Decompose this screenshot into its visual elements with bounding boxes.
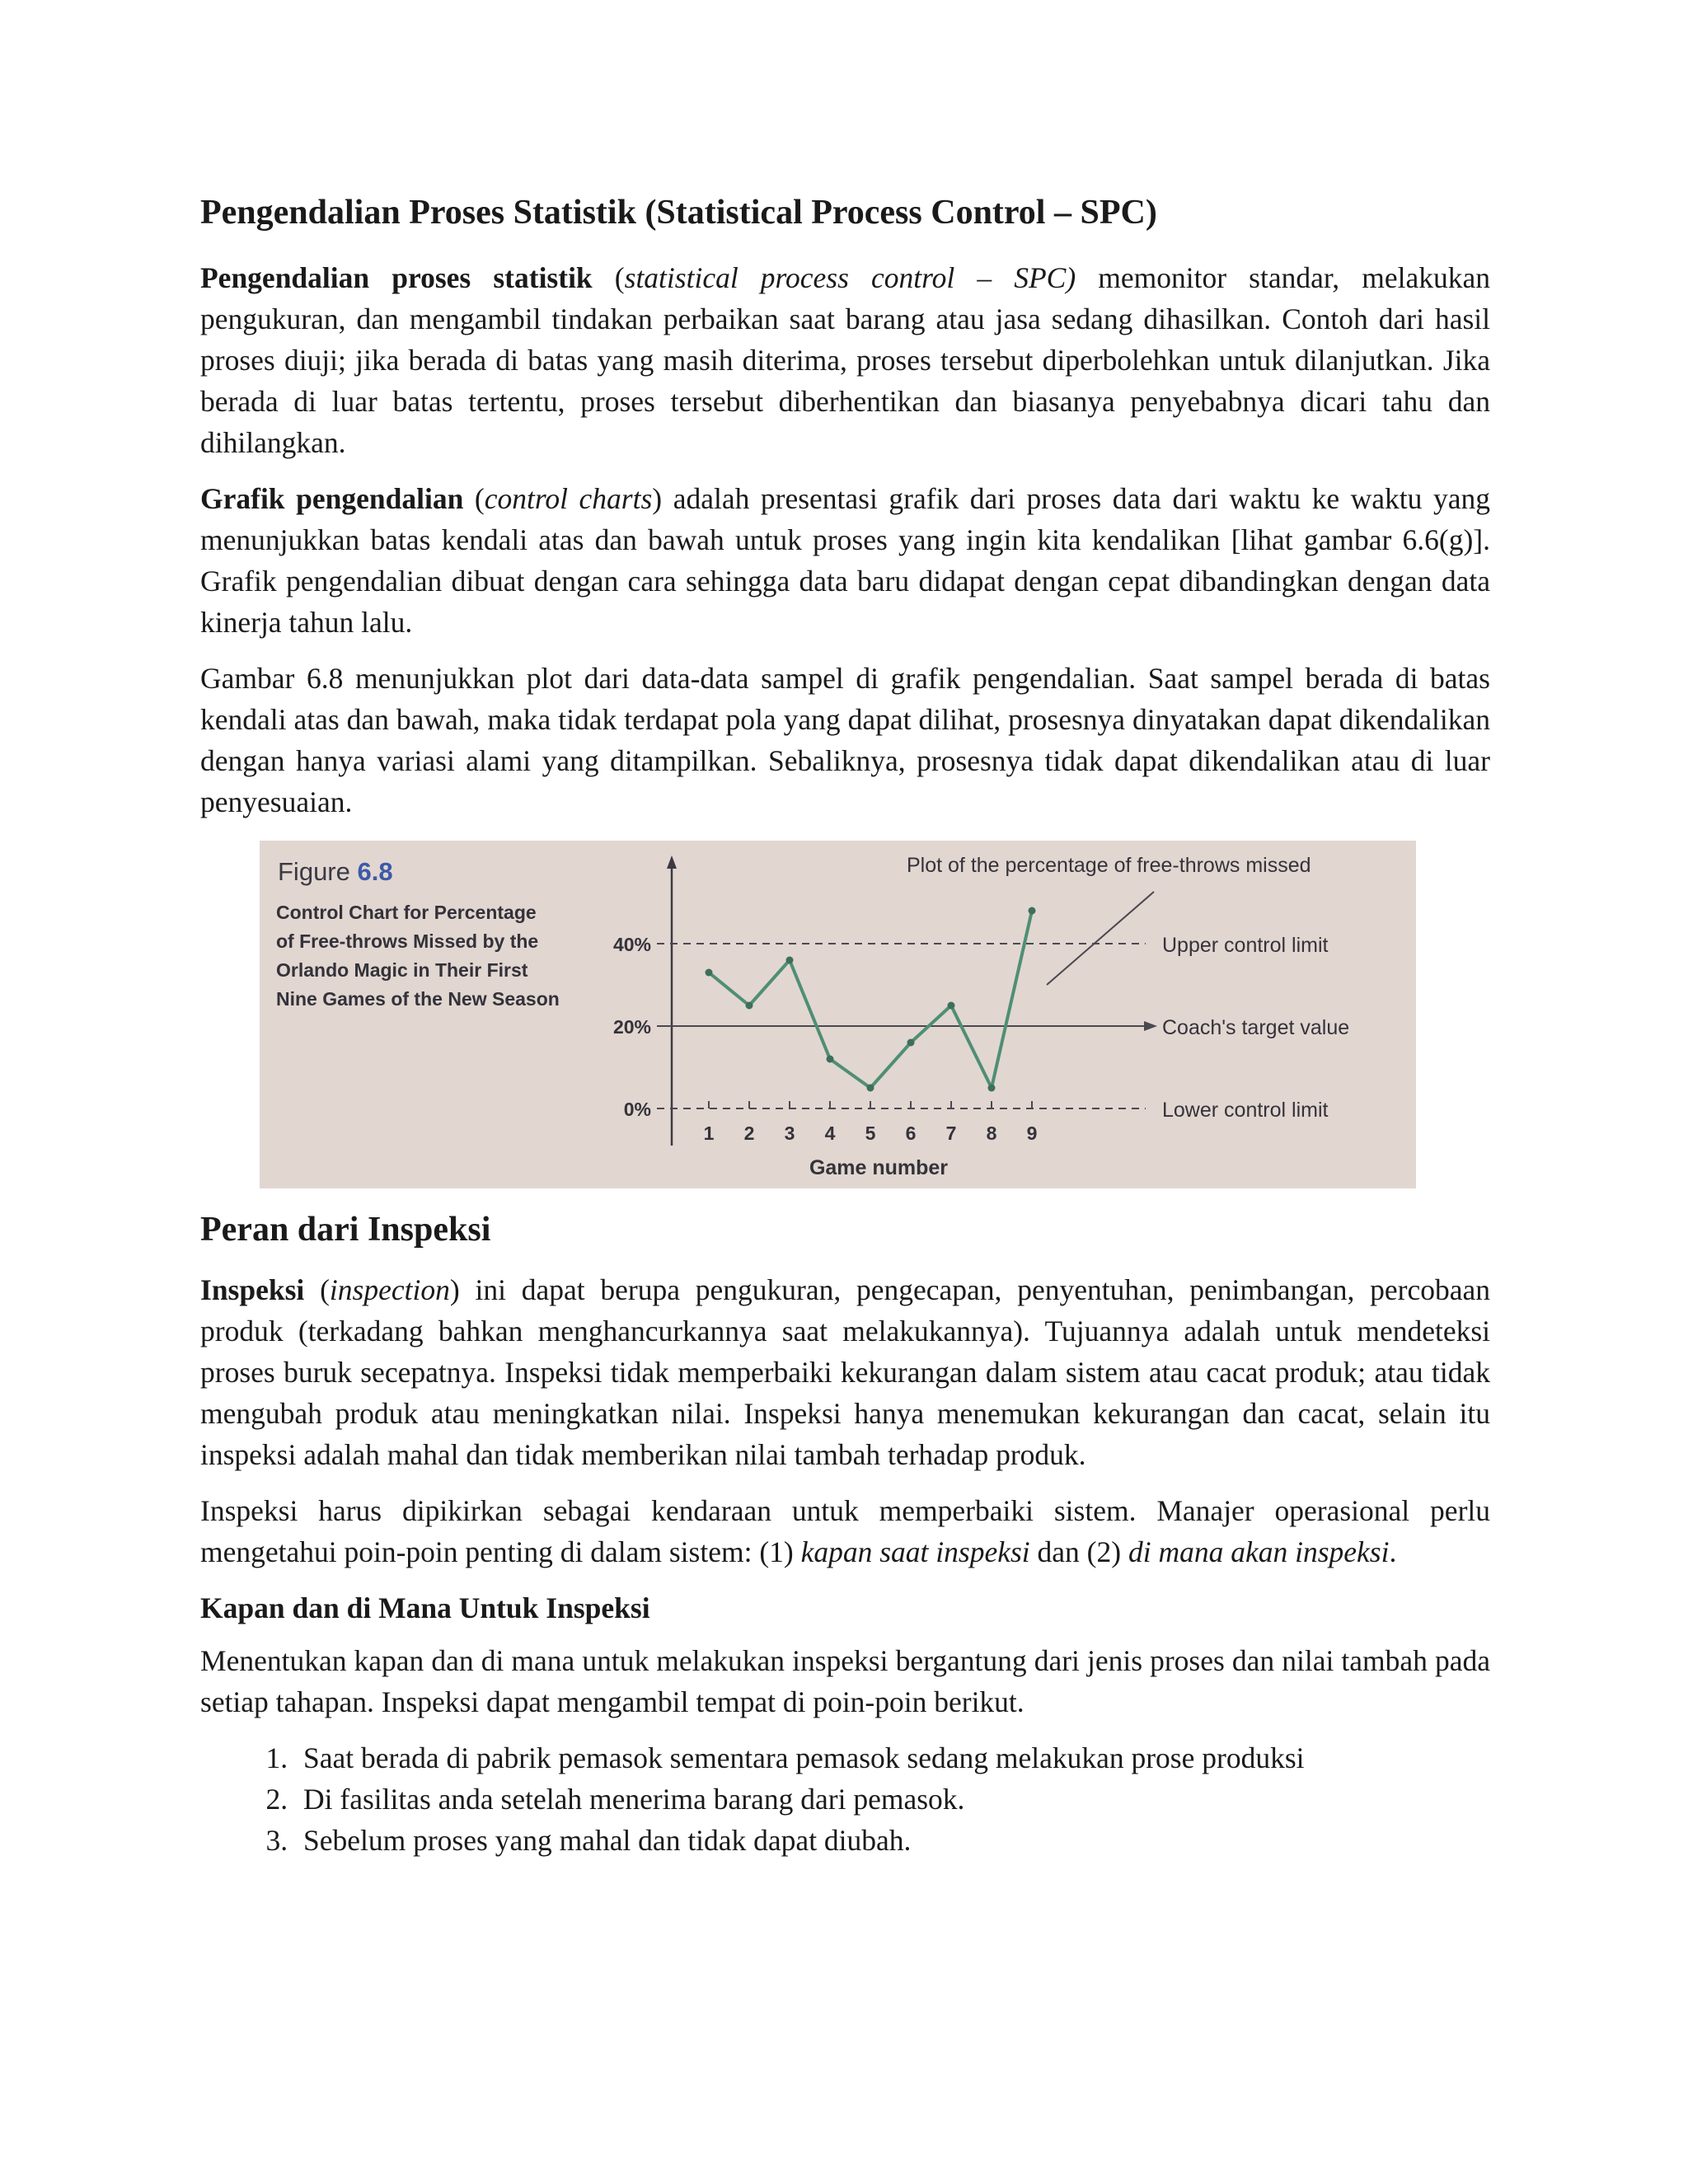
chart-annotation: Plot of the percentage of free-throws missed	[907, 854, 1311, 877]
paragraph-when-where: Menentukan kapan dan di mana untuk melakukan inspeksi bergantung dari jenis proses dan nilai tambah pada setiap tahapan. Inspeksi dapat mengambil tempat di poin-poin berikut.	[200, 1644, 1490, 1718]
emphasis-when-inspect: kapan saat inspeksi	[800, 1535, 1030, 1568]
figure-caption-line: Control Chart for Percentage	[276, 902, 537, 923]
y-axis-arrow	[667, 855, 677, 869]
emphasis-where-inspect: di mana akan inspeksi	[1128, 1535, 1390, 1568]
data-series-line	[709, 911, 1032, 1088]
reference-line-label: Upper control limit	[1162, 934, 1329, 957]
figure-control-chart	[260, 841, 1416, 1188]
data-point	[786, 957, 794, 964]
reference-line-arrow	[1144, 1021, 1157, 1031]
data-point	[1029, 907, 1036, 915]
term-inspection-english: inspection	[329, 1273, 450, 1306]
y-tick-label: 0%	[623, 1099, 651, 1120]
document-page	[200, 190, 1490, 1861]
figure-caption-line: of Free-throws Missed by the	[276, 930, 539, 952]
x-tick-label: 9	[1026, 1122, 1038, 1144]
annotation-pointer	[1047, 892, 1154, 985]
subsection-title-when-where: Kapan dan di Mana Untuk Inspeksi	[200, 1591, 650, 1624]
list-item: 1. Saat berada di pabrik pemasok sementara pemasok sedang melakukan prose produksi	[295, 1737, 1490, 1779]
y-tick-label: 40%	[612, 934, 651, 955]
x-tick-label: 8	[986, 1122, 997, 1144]
paragraph-control-chart-definition: Grafik pengendalian (control charts) adalah presentasi grafik dari proses data dari waktu ke waktu yang menunjukkan batas kendali atas dan bawah untuk proses yang ingin kita kendalikan [lihat gambar 6.6(g)]. Grafik pengendalian dibuat dengan cara sehingga data baru didapat dengan cepat dibandingkan dengan data kinerja tahun lalu.	[200, 482, 1490, 639]
data-point	[746, 1002, 753, 1010]
data-point	[988, 1085, 996, 1092]
figure-number: 6.8	[357, 857, 393, 886]
paragraph-inspection-purpose: Inspeksi harus dipikirkan sebagai kendaraan untuk memperbaiki sistem. Manajer operasional perlu mengetahui poin-poin penting di dalam sistem: (1) kapan saat inspeksi dan (2) di mana akan inspeksi.	[200, 1494, 1490, 1568]
reference-line-label: Coach's target value	[1162, 1016, 1350, 1039]
x-tick-label: 6	[905, 1122, 917, 1144]
section-title-spc: Pengendalian Proses Statistik (Statistical Process Control – SPC)	[200, 194, 1157, 232]
paragraph-spc-definition: Pengendalian proses statistik (statistical process control – SPC) memonitor standar, melakukan pengukuran, dan mengambil tindakan perbaikan saat barang atau jasa sedang dihasilkan. Contoh dari hasil proses diuji; jika berada di batas yang masih diterima, proses tersebut diperbolehkan untuk dilanjutkan. Jika berada di luar batas tertentu, proses tersebut diberhentikan dan biasanya penyebabnya dicari tahu dan dihilangkan.	[200, 261, 1491, 459]
x-tick-label: 1	[703, 1122, 715, 1144]
paragraph-inspection-definition: Inspeksi (inspection) ini dapat berupa pengukuran, pengecapan, penyentuhan, penimbangan, percobaan produk (terkadang bahkan menghancurkannya saat melakukannya). Tujuannya adalah untuk mendeteksi proses buruk secepatnya. Inspeksi tidak memperbaiki kekurangan dalam sistem atau cacat produk; atau tidak mengubah produk atau meningkatkan nilai. Inspeksi hanya menemukan kekurangan dan cacat, selain itu inspeksi adalah mahal dan tidak memberikan nilai tambah terhadap produk.	[200, 1273, 1491, 1471]
x-tick-label: 4	[824, 1122, 836, 1144]
control-chart-svg	[260, 841, 1416, 1188]
list-item: 3. Sebelum proses yang mahal dan tidak dapat diubah.	[295, 1820, 1490, 1861]
term-spc-english: statistical process control – SPC)	[624, 261, 1076, 294]
data-point	[948, 1002, 955, 1010]
x-tick-label: 7	[945, 1122, 957, 1144]
figure-caption-line: Orlando Magic in Their First	[276, 959, 528, 981]
reference-line-label: Lower control limit	[1162, 1099, 1329, 1122]
data-point	[706, 969, 713, 977]
data-point	[907, 1039, 915, 1047]
y-tick-label: 20%	[612, 1016, 651, 1038]
paragraph-figure-explanation: Gambar 6.8 menunjukkan plot dari data-data sampel di grafik pengendalian. Saat sampel berada di batas kendali atas dan bawah, maka tidak terdapat pola yang dapat dilihat, prosesnya dinyatakan dapat dikendalikan dengan hanya variasi alami yang ditampilkan. Sebaliknya, prosesnya tidak dapat dikendalikan atau di luar penyesuaian.	[200, 662, 1490, 818]
section-title-inspection: Peran dari Inspeksi	[200, 1211, 491, 1249]
figure-caption-line: Nine Games of the New Season	[276, 988, 560, 1010]
x-axis-label: Game number	[809, 1156, 949, 1179]
inspection-points-list	[200, 1737, 1490, 1861]
term-inspection: Inspeksi	[200, 1273, 305, 1306]
x-tick-label: 2	[743, 1122, 755, 1144]
figure-label: Figure 6.8	[278, 857, 393, 886]
data-point	[867, 1085, 874, 1092]
x-tick-label: 5	[865, 1122, 876, 1144]
term-control-chart: Grafik pengendalian	[200, 482, 464, 515]
term-spc: Pengendalian proses statistik	[200, 261, 593, 294]
list-item: 2. Di fasilitas anda setelah menerima barang dari pemasok.	[295, 1779, 1490, 1820]
term-control-chart-english: control charts	[484, 482, 653, 515]
x-tick-label: 3	[784, 1122, 795, 1144]
data-point	[827, 1056, 834, 1063]
